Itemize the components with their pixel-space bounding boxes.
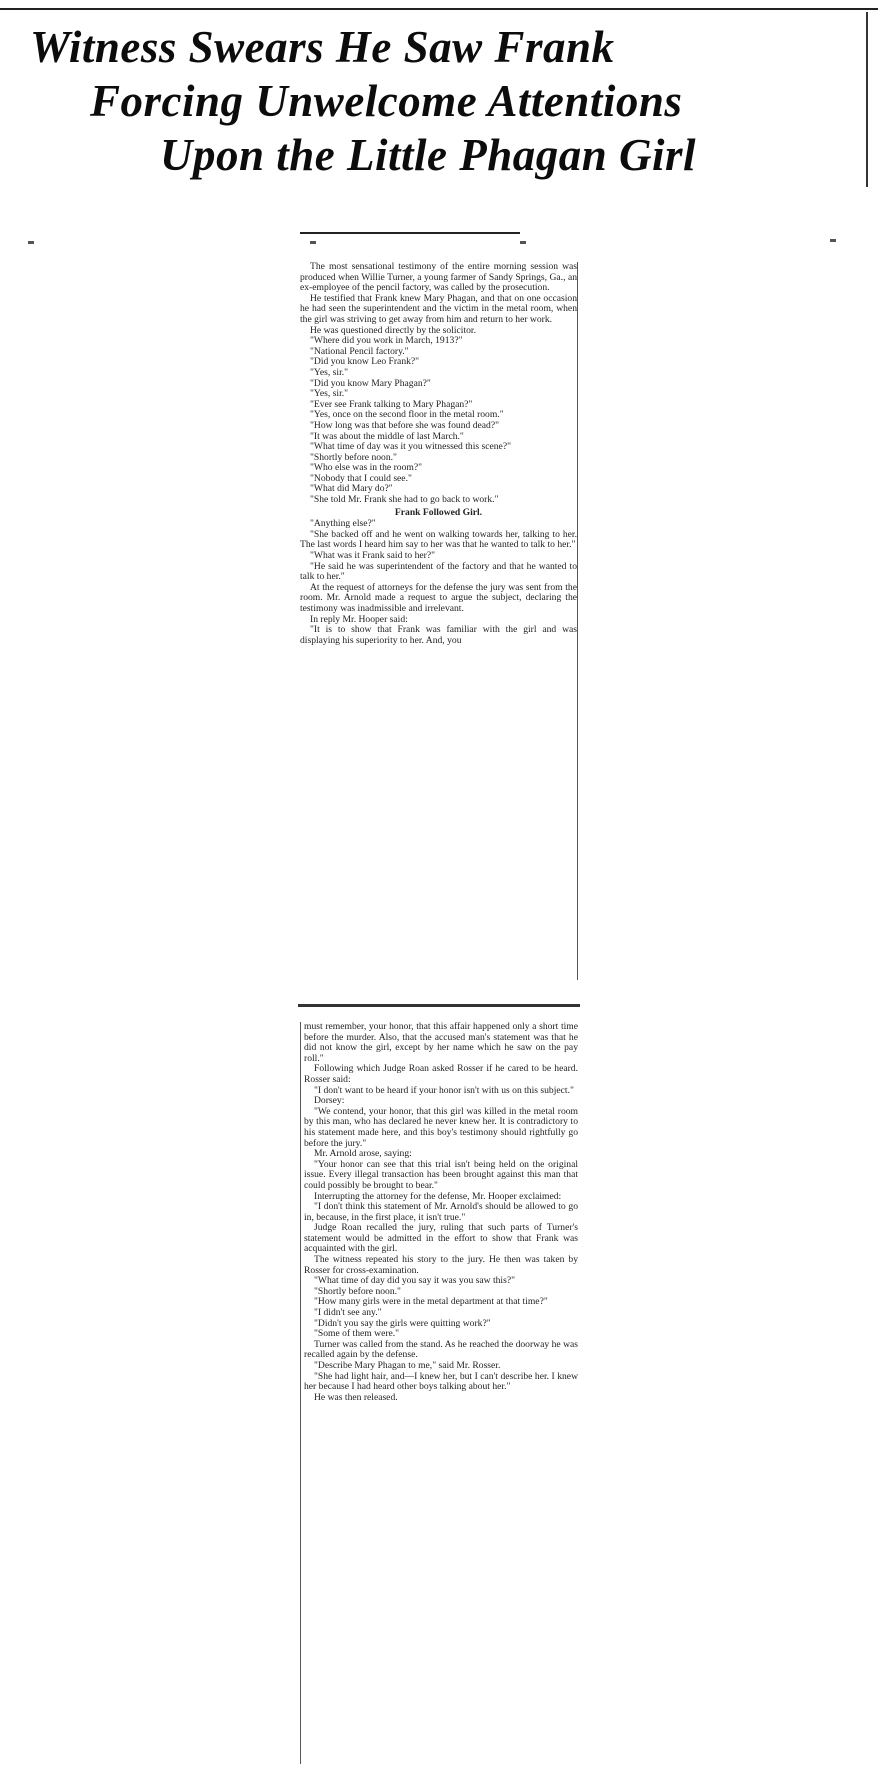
paragraph: "Shortly before noon." xyxy=(314,1285,401,1297)
paragraph: "National Pencil factory." xyxy=(310,345,409,357)
paragraph: "Yes, sir." xyxy=(310,366,349,378)
paragraph: "I didn't see any." xyxy=(314,1307,382,1319)
paragraph: "Ever see Frank talking to Mary Phagan?" xyxy=(310,398,473,410)
paragraph: Dorsey: xyxy=(314,1095,345,1107)
paragraph: "She backed off and he went on walking towards her, talking to her. The last words I heard him say to her was that he wanted to talk to her." xyxy=(300,528,577,551)
paragraph: In reply Mr. Hooper said: xyxy=(310,613,408,625)
article-column-1 xyxy=(300,262,578,980)
paragraph: "What did Mary do?" xyxy=(310,483,393,495)
paragraph: "I don't want to be heard if your honor isn't with us on this subject." xyxy=(314,1084,574,1096)
paragraph: "Shortly before noon." xyxy=(310,451,397,463)
article-column-2 xyxy=(300,1022,578,1764)
headline-underline xyxy=(300,232,520,234)
paragraph: "How many girls were in the metal department at that time?" xyxy=(314,1296,548,1308)
headline xyxy=(20,20,860,182)
paragraph: "Didn't you say the girls were quitting work?" xyxy=(314,1317,491,1329)
print-speck xyxy=(310,241,316,244)
paragraph: "She told Mr. Frank she had to go back to work." xyxy=(310,494,499,506)
paragraph: Judge Roan recalled the jury, ruling that such parts of Turner's statement would be admitted in the effort to show that Frank was acquainted with the girl. xyxy=(304,1222,578,1255)
paragraph: must remember, your honor, that this affair happened only a short time before the murder. Also, that the accused man's statement was that he did not know the girl, except by her name which he saw on the pay roll." xyxy=(304,1022,578,1064)
paragraph: "What time of day did you say it was you saw this?" xyxy=(314,1275,516,1287)
print-speck xyxy=(520,241,526,244)
paragraph: "What time of day was it you witnessed this scene?" xyxy=(310,441,511,453)
paragraph: The most sensational testimony of the entire morning session was produced when Willie Turner, a young farmer of Sandy Springs, Ga., an ex-employee of the pencil factory, was called by the prosecution. xyxy=(300,262,577,294)
column-break-rule xyxy=(298,1004,580,1007)
subheading: Frank Followed Girl. xyxy=(394,506,483,518)
paragraph: "Did you know Mary Phagan?" xyxy=(310,377,431,389)
paragraph: "It was about the middle of last March." xyxy=(310,430,464,442)
paragraph: The witness repeated his story to the jury. He then was taken by Rosser for cross-examination. xyxy=(304,1254,578,1276)
top-rule xyxy=(0,8,878,10)
paragraph: "He said he was superintendent of the factory and that he wanted to talk to her." xyxy=(300,560,577,583)
paragraph: "Who else was in the room?" xyxy=(310,462,423,474)
paragraph: "Some of them were." xyxy=(314,1328,400,1340)
paragraph: At the request of attorneys for the defense the jury was sent from the room. Mr. Arnold made a request to argue the subject, declaring the testimony was inadmissible and irrelevant. xyxy=(300,581,577,614)
paragraph: "I don't think this statement of Mr. Arnold's should be allowed to go in, because, in the first place, it isn't true." xyxy=(304,1201,578,1223)
paragraph: "Did you know Leo Frank?" xyxy=(310,356,420,368)
paragraph: "Yes, once on the second floor in the metal room." xyxy=(310,409,504,421)
paragraph: Turner was called from the stand. As he reached the doorway he was recalled again by the defense. xyxy=(304,1338,578,1361)
paragraph: Interrupting the attorney for the defense, Mr. Hooper exclaimed: xyxy=(314,1190,562,1202)
paragraph: "Your honor can see that this trial isn't being held on the original issue. Every illegal transaction has been brought against this man that could possibly be brought to bear." xyxy=(304,1158,578,1191)
paragraph: "It is to show that Frank was familiar with the girl and was displaying his superiority to her. And, you xyxy=(300,624,577,646)
paragraph: "Anything else?" xyxy=(310,518,376,530)
paragraph: "Describe Mary Phagan to me," said Mr. Rosser. xyxy=(314,1360,501,1371)
paragraph: "We contend, your honor, that this girl was killed in the metal room by this man, who has declared he never knew her. It is contradictory to his statement made here, and this boy's testimony should rightfully go before the jury." xyxy=(304,1105,578,1149)
paragraph: "She had light hair, and—I knew her, but I can't describe her. I knew her because I had heard other boys talking about her." xyxy=(304,1370,578,1393)
print-speck xyxy=(28,241,34,244)
paragraph: He testified that Frank knew Mary Phagan, and that on one occasion he had seen the superintendent and the victim in the metal room, when the girl was striving to get away from him and return to her work. xyxy=(300,292,577,325)
paragraph: Mr. Arnold arose, saying: xyxy=(314,1148,412,1160)
paragraph: He was then released. xyxy=(314,1391,398,1403)
paragraph: "What was it Frank said to her?" xyxy=(310,550,436,562)
headline-line-1: Witness Swears He Saw Frank xyxy=(30,22,615,72)
print-speck xyxy=(830,239,836,242)
column-edge-rule xyxy=(866,12,868,187)
paragraph: "Yes, sir." xyxy=(310,388,349,400)
paragraph: "Nobody that I could see." xyxy=(310,472,412,484)
paragraph: Following which Judge Roan asked Rosser if he cared to be heard. Rosser said: xyxy=(304,1063,578,1085)
headline-line-2: Forcing Unwelcome Attentions xyxy=(90,76,683,126)
paragraph: He was questioned directly by the solicitor. xyxy=(310,324,476,336)
headline-line-3: Upon the Little Phagan Girl xyxy=(160,130,697,180)
paragraph: "Where did you work in March, 1913?" xyxy=(310,335,463,347)
paragraph: "How long was that before she was found dead?" xyxy=(310,419,499,431)
